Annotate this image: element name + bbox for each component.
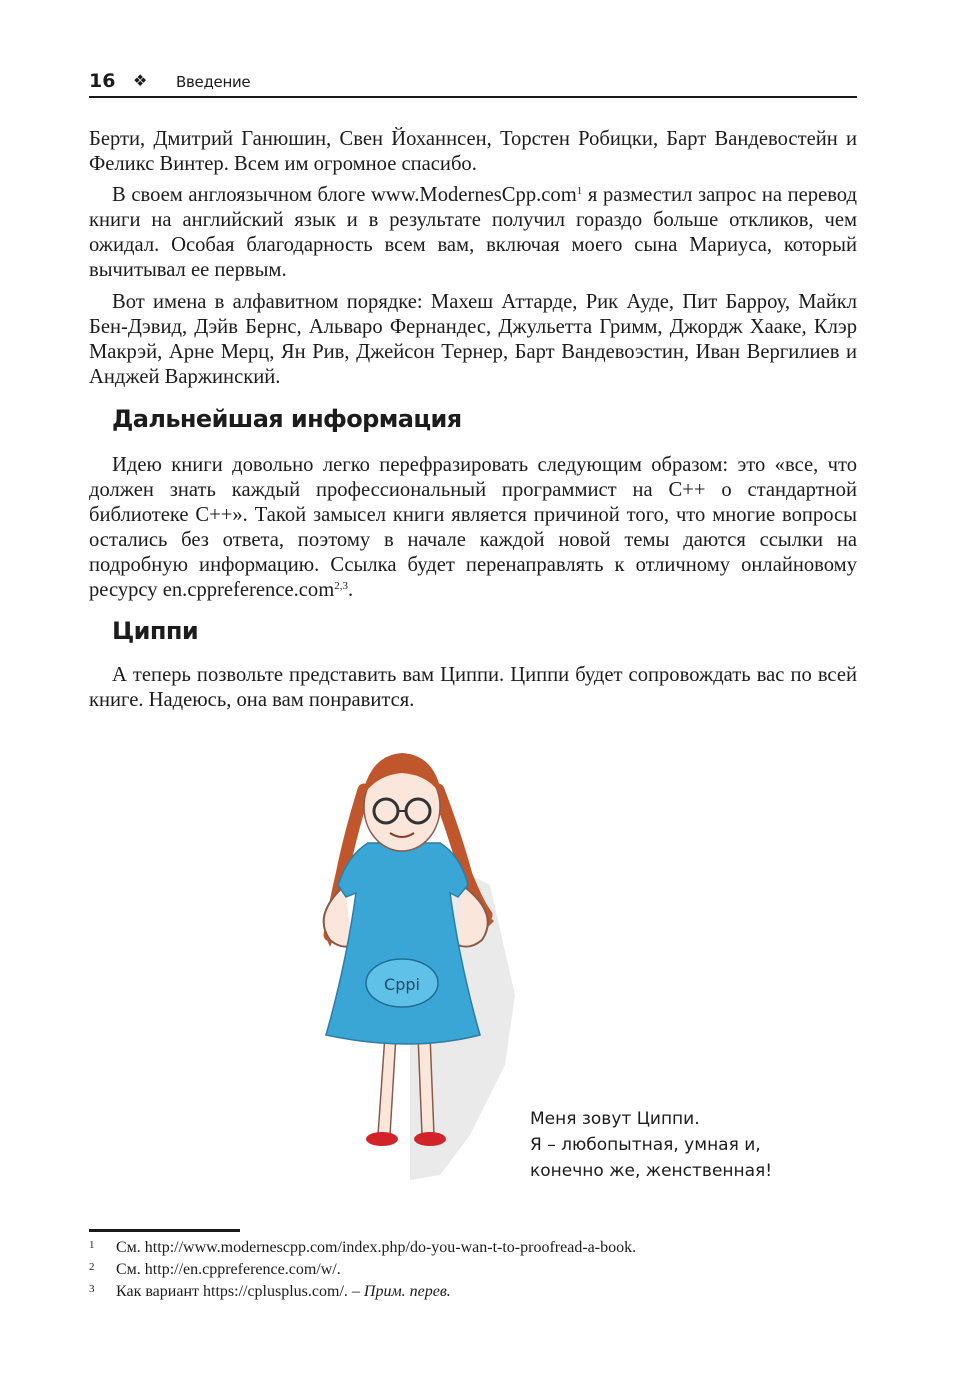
paragraph-acknowledgements-end: Берти, Дмитрий Ганюшин, Свен Йоханнсен, Торстен Робицки, Барт Вандевостейн и Феликс Винтер. Всем им огромное спасибо. [89, 128, 857, 175]
footnote-text[interactable]: См. http://en.cppreference.com/w/. [116, 1261, 341, 1278]
caption-line: Меня зовут Циппи. [530, 1109, 700, 1129]
paragraph-further-info [89, 453, 857, 603]
caption-line: Я – любопытная, умная и, [530, 1135, 761, 1155]
footnote-divider [89, 1229, 240, 1232]
paragraph-text: . [347, 579, 354, 601]
heading-further-info: Дальнейшая информация [112, 405, 462, 433]
footnote-text[interactable]: См. http://www.modernescpp.com/index.php/do-you-wan-t-to-proofread-a-book. [116, 1239, 637, 1256]
footnote [89, 1259, 857, 1281]
right-shoe [414, 1132, 446, 1146]
paragraph-cippi-intro: А теперь позвольте представить вам Циппи. Циппи будет сопровождать вас по всей книге. Надеюсь, она вам понравится. [89, 664, 857, 711]
pocket-label: Cppi [384, 975, 420, 994]
left-shoe [366, 1132, 398, 1146]
footnote [89, 1281, 857, 1303]
footnote-mark: 2 [89, 1261, 95, 1273]
figure-caption [530, 1106, 830, 1184]
page-header [89, 68, 857, 98]
heading-cippi: Циппи [112, 617, 199, 645]
paragraph-text: Идею книги довольно легко перефразировать следующим образом: это «все, что должен знать каждый профессиональный программист на C++ о стандартной библиотеке C++». Такой замысел книги является причиной того, что многие вопросы остались без ответа, поэтому в начале каждой новой темы даются ссылки на подробную информацию. Ссылка будет перенаправлять к отличному онлайновому ресурсу en.cppreference.com [89, 454, 857, 601]
left-leg [378, 1035, 396, 1135]
paragraph-names: Вот имена в алфавитном порядке: Махеш Аттарде, Рик Ауде, Пит Барроу, Майкл Бен-Дэвид, Дэйв Бернс, Альваро Фернандес, Джульетта Гримм, Джордж Хааке, Клэр Макрэй, Арне Мерц, Ян Рив, Джейсон Тернер, Барт Вандевоэстин, Иван Вергилиев и Анджей Варжинский. [89, 291, 857, 388]
footnote-text[interactable] [116, 1281, 451, 1303]
footnote-main: Как вариант https://cplusplus.com/. – [116, 1283, 364, 1300]
cippi-illustration [290, 735, 530, 1185]
paragraph-text: В своем англоязычном блоге www.ModernesCpp.com [112, 184, 577, 206]
paragraph-blog-request [89, 183, 857, 283]
footnote [89, 1237, 857, 1259]
page-number: 16 [89, 70, 116, 92]
caption-line: конечно же, женственная! [530, 1161, 773, 1181]
footnote-mark: 1 [89, 1239, 95, 1251]
running-title: Введение [176, 73, 251, 91]
footnote-ref[interactable]: 1 [576, 185, 583, 197]
translator-note: Прим. перев. [363, 1283, 451, 1300]
ornament-icon: ❖ [133, 71, 148, 90]
dress [326, 843, 480, 1044]
paragraph-text: я разместил запрос на перевод книги на английский язык и в результате получил гораздо больше откликов, чем ожидал. Особая благодарность всем вам, включая моего сына Мариуса, который вычитывал ее первым. [89, 184, 857, 281]
footnote-ref[interactable]: 2,3 [334, 580, 348, 592]
footnotes [89, 1237, 857, 1303]
footnote-mark: 3 [89, 1283, 95, 1295]
